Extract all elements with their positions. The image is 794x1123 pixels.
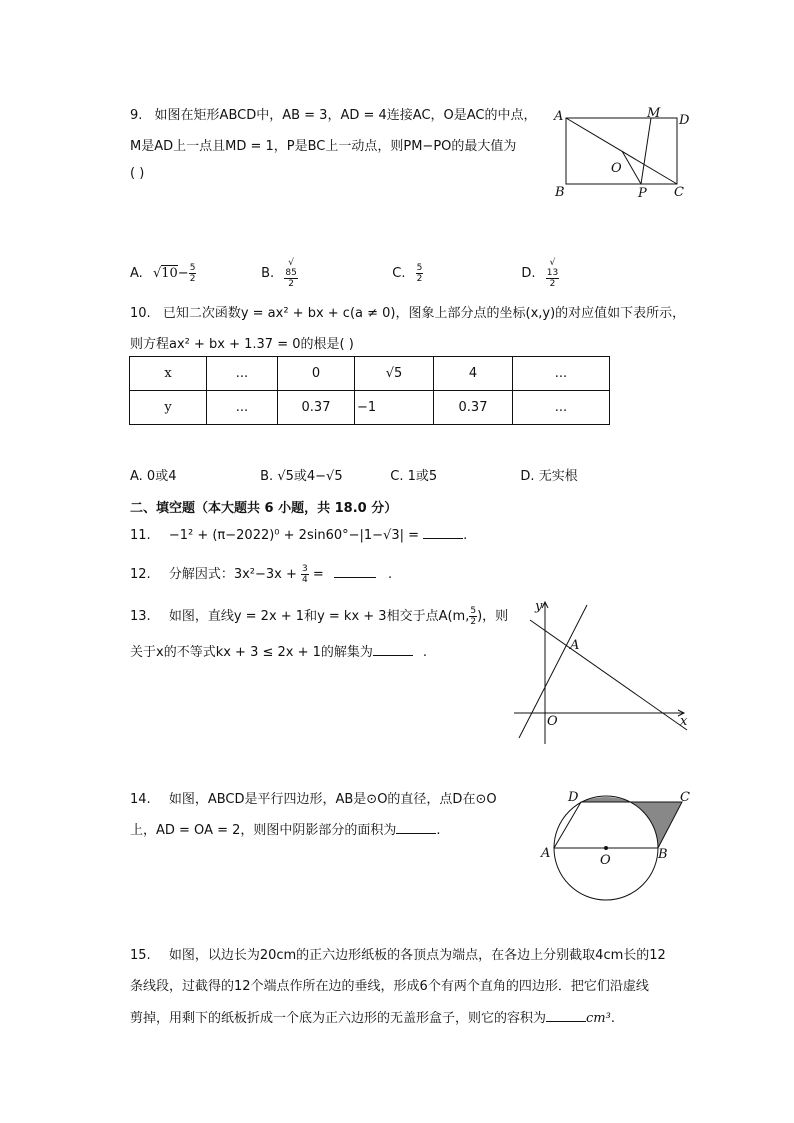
table-cell: 0 [278,357,355,391]
q13-line1: 13. 如图，直线y = 2x + 1和y = kx + 3相交于点A(m, $\frac{5}{2}$ )，则 [130,606,509,627]
q15-line3: 剪掉，用剩下的纸板折成一个底为正六边形的无盖形盒子，则它的容积为 cm³. [130,1011,615,1026]
q10-number: 10. [130,306,151,321]
q10-text-line1: 已知二次函数y = ax² + bx + c(a ≠ 0)，图象上部分点的坐标(x,y)的对应值如下表所示， [162,306,686,321]
q13-label-x: x [680,714,688,729]
q9-option-a[interactable]: A. √10− $\frac{5}{2}$ [130,263,196,284]
table-row [130,391,610,425]
q9-number: 9. [130,108,143,123]
table-cell: 4 [434,357,513,391]
q9-rectangle-figure [552,104,702,204]
q13-label-O: O [547,714,558,729]
q10-option-c[interactable]: C. 1或5 [390,469,438,484]
q13-number: 13. [130,609,151,624]
table-cell: −1 [355,391,434,425]
q9-line1 [130,104,537,123]
q9-label-M: M [647,106,661,121]
q14-line2: 上，AD = OA = 2，则图中阴影部分的面积为 . [130,823,441,838]
q11-text: −1² + (π−2022)⁰ + 2sin60°−|1−√3| = [168,528,424,543]
q9-text-line1: 如图在矩形ABCD中，AB = 3，AD = 4连接AC，O是AC的中点， [154,108,537,123]
q14-label-C: C [680,790,690,805]
q14-label-A: A [541,846,551,861]
q15-number: 15. [130,948,151,963]
table-cell: 0.37 [278,391,355,425]
q15-line1: 15. 如图，以边长为20cm的正六边形纸板的各顶点为端点，在各边上分别截取4cm长的12 [130,948,666,963]
q12-answer-blank[interactable] [334,577,376,578]
q9-label-B: B [555,185,565,200]
q9-text-line3: ( ) [130,166,145,181]
table-cell: 0.37 [434,391,513,425]
q10-option-d[interactable]: D. 无实根 [520,469,578,484]
q12-text-a: 分解因式：3x²−3x + [168,567,302,582]
q9-options [130,258,559,289]
q10-text-line2: 则方程ax² + bx + 1.37 = 0的根是( ) [130,337,354,352]
q9-option-b[interactable]: B. √ 85 2 [261,258,297,289]
table-cell: ... [207,391,278,425]
q14-answer-blank[interactable] [396,833,436,834]
q13-line2: 关于x的不等式kx + 3 ≤ 2x + 1的解集为 . [130,645,428,660]
q9-option-d[interactable]: D. √ 13 2 [521,258,559,289]
q14-label-O: O [600,853,611,868]
table-row [130,357,610,391]
q14-label-B: B [658,847,668,862]
q14-label-D: D [568,790,579,805]
q10-option-b[interactable]: B. √5或4−√5 [260,469,343,484]
q9-label-A: A [554,109,564,124]
q10-options [130,465,578,484]
q10-line1 [130,302,685,321]
q13-graph-figure [508,598,698,748]
q11-line: 11. −1² + (π−2022)⁰ + 2sin60°−|1−√3| = . [130,528,468,543]
table-cell: ... [513,391,610,425]
q14-circle-figure [540,784,700,909]
table-cell: √5 [355,357,434,391]
q9-label-P: P [638,186,647,201]
section-header-fill-in: 二、填空题（本大题共 6 小题，共 18.0 分） [130,501,398,516]
q15-line2: 条线段，过截得的12个端点作所在边的垂线，形成6个有两个直角的四边形．把它们沿虚线 [130,979,649,994]
table-cell: y [130,391,207,425]
q15-answer-blank[interactable] [546,1021,586,1022]
q15-unit: cm³ [586,1011,611,1026]
table-cell: ... [513,357,610,391]
q13-label-y: y [535,599,543,614]
q13-label-A: A [570,638,580,653]
q9-text-line2: M是AD上一点且MD = 1，P是BC上一动点，则PM−PO的最大值为 [130,139,517,154]
q11-answer-blank[interactable] [423,538,463,539]
q9-label-O: O [611,161,622,176]
q12-line: 12. 分解因式：3x²−3x + $\frac{3}{4}$ = . [130,564,393,585]
q9-label-C: C [674,185,684,200]
q11-number: 11. [130,528,151,543]
table-cell: x [130,357,207,391]
q14-number: 14. [130,792,151,807]
table-cell: ... [207,357,278,391]
q9-option-c[interactable]: C. $\frac{5}{2}$ [392,263,423,284]
q9-label-D: D [679,113,690,128]
q13-answer-blank[interactable] [373,655,413,656]
q12-number: 12. [130,567,151,582]
q10-value-table [129,356,610,425]
q14-line1: 14. 如图，ABCD是平行四边形，AB是⊙O的直径，点D在⊙O [130,792,497,807]
q10-option-a[interactable]: A. 0或4 [130,469,177,484]
